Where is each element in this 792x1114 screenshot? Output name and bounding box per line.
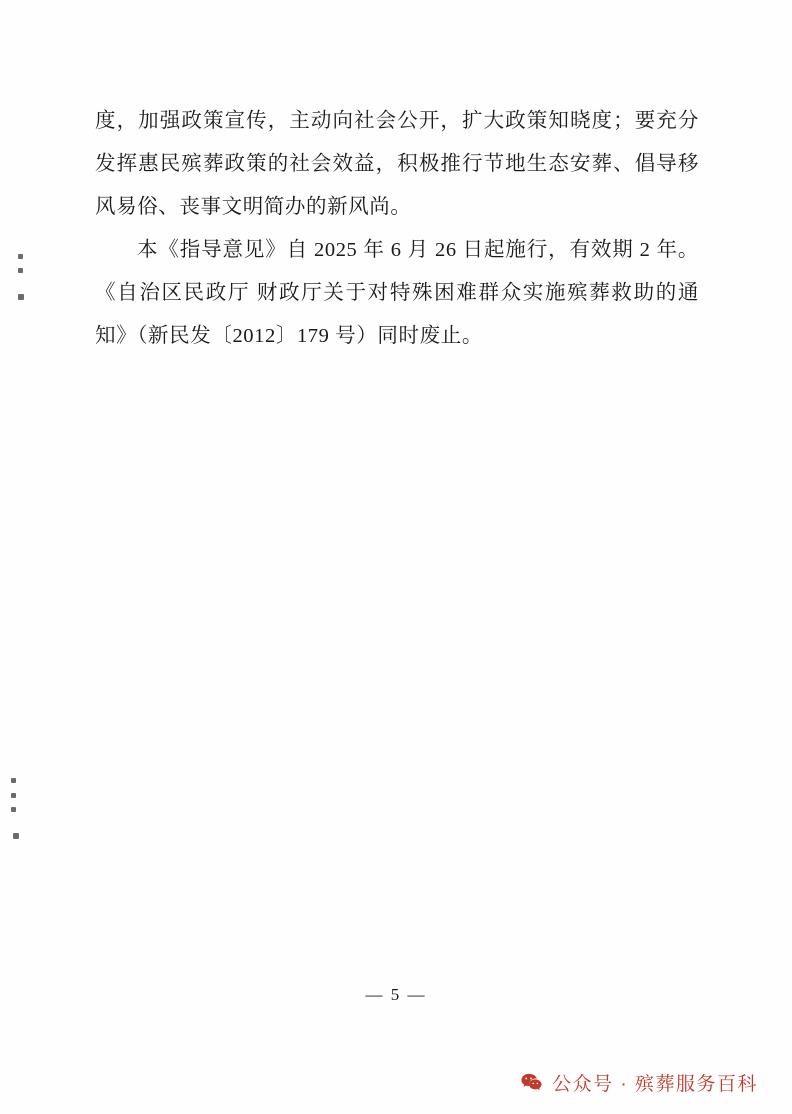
margin-mark bbox=[18, 294, 24, 300]
paragraph-1: 度，加强政策宣传，主动向社会公开，扩大政策知晓度；要充分发挥惠民殡葬政策的社会效益，积极推行节地生态安葬、倡导移风易俗、丧事文明简办的新风尚。 bbox=[95, 110, 699, 218]
footer-watermark bbox=[520, 1069, 758, 1096]
margin-mark bbox=[11, 793, 16, 798]
footer-watermark-text: 公众号 · 殡葬服务百科 bbox=[552, 1074, 758, 1095]
margin-mark bbox=[11, 807, 16, 812]
margin-binding-marks bbox=[0, 0, 95, 1114]
margin-mark bbox=[18, 268, 23, 273]
margin-mark bbox=[18, 254, 23, 259]
margin-mark bbox=[11, 778, 16, 783]
wechat-icon bbox=[520, 1071, 543, 1094]
document-body bbox=[95, 100, 699, 358]
paragraph-2: 本《指导意见》自 2025 年 6 月 26 日起施行，有效期 2 年。《自治区民政厅 财政厅关于对特殊困难群众实施殡葬救助的通知》（新民发〔2012〕179 号）同时废止。 bbox=[95, 239, 699, 347]
margin-mark bbox=[13, 833, 19, 839]
page-number: — 5 — bbox=[365, 985, 427, 1004]
